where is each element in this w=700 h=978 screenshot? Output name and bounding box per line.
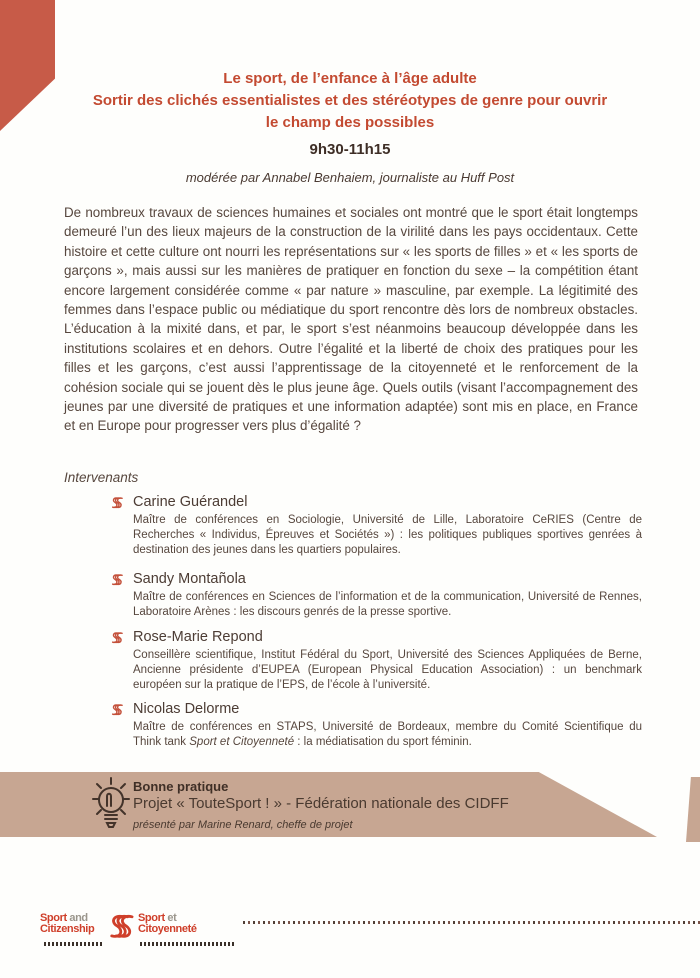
speaker-description: Maître de conférences en Sociologie, Université de Lille, Laboratoire CeRIES (Centre de Recherches « Individus, Épreuves et Sociétés ») : les politiques publiques sportives genrées à destination des jeunes dans les quartiers populaires. [133,514,642,556]
session-description: De nombreux travaux de sciences humaines et sociales ont montré que le sport était longtemps demeuré l’un des lieux majeurs de la construction de la virilité dans les pays occidentaux. Cette histoire et cette culture ont nourri les représentations sur « les sports de filles » et « les sports de garçons », mais aussi sur les manières de pratiquer en fonction du sexe – la compétition étant encore largement considérée comme « par nature » masculine, par exemple. La légitimité des femmes dans l’espace public ou médiatique du sport rencontre dès lors de nombreux obstacles. L’éducation à la mixité dans, et par, le sport s’est néanmoins beaucoup développée dans les institutions scolaires et en dehors. Outre l’égalité et la liberté de choix des pratiques pour les filles et les garçons, c’est aussi l’apprentissage de la citoyenneté et le renforcement de la cohésion sociale qui se jouent dès le plus jeune âge. Quels outils (visant l’accompagnement des jeunes par une diversité de pratiques et une information adaptée) sont mis en place, en France et en Europe pour progresser vers plus d’égalité ? [64,205,638,434]
swirl-bullet-icon [110,573,123,587]
session-moderator: modérée par Annabel Benhaiem, journaliste au Huff Post [185,170,515,185]
bonne-pratique-presenter: présenté par Marine Renard, cheffe de projet [133,819,353,831]
speaker-item [110,629,642,693]
session-title-line3: le champ des possibles [265,114,435,131]
swirl-bullet-icon [110,703,123,717]
corner-accent-shape [0,0,55,131]
speaker-item [110,494,642,558]
speaker-description: Maître de conférences en Sciences de l’information et de la communication, Université de Rennes, Laboratoire Arènes : les discours genrés de la presse sportive. [133,591,642,618]
speaker-description-italic: Sport et Citoyenneté [189,736,295,748]
banner-edge-shape [686,777,700,842]
speaker-item [110,571,642,620]
bonne-pratique-label: Bonne pratique [133,779,229,794]
speaker-description: Conseillère scientifique, Institut Fédéral du Sport, Université des Sciences Appliquées de Berne, Ancienne présidente d’EUPEA (European Physical Education Association) : un benchmark européen sur la pratique de l’EPS, de l’école à l’université. [133,649,642,691]
logo-tagline-micro-text [140,942,236,946]
sport-citoyennete-swirl-logo-icon [106,910,134,944]
speaker-description-prefix: Maître de conférences en STAPS, Université de Bordeaux, membre du Comité Scientifique du Think tank [133,721,642,748]
bonne-pratique-project: Projet « TouteSport ! » - Fédération nationale des CIDFF [133,795,509,812]
logo-word: Sport [138,912,165,924]
session-title-line2: Sortir des clichés essentialistes et des stéréotypes de genre pour ouvrir [92,92,608,109]
dotted-divider-line [243,921,700,924]
speaker-description [133,720,642,750]
swirl-bullet-icon [110,496,123,510]
lightbulb-icon [90,775,132,837]
logo-word: Sport [40,912,67,924]
logo-tagline-micro-text [44,942,102,946]
intervenants-heading: Intervenants [64,470,139,485]
speaker-description-suffix: : la médiatisation du sport féminin. [294,736,472,748]
logo-word: Citizenship [40,923,95,935]
speaker-name: Rose-Marie Repond [133,629,263,645]
logo-accent-word: et [167,912,177,924]
swirl-bullet-icon [110,631,123,645]
sport-et-citoyennete-logo [138,913,248,935]
speaker-name: Carine Guérandel [133,494,248,510]
speaker-name: Nicolas Delorme [133,701,240,717]
speaker-item [110,701,642,750]
logo-accent-word: and [69,912,88,924]
sport-and-citizenship-logo [40,913,110,935]
session-title [70,68,630,134]
session-title-line1: Le sport, de l’enfance à l’âge adulte [223,70,477,87]
logo-word: Citoyenneté [138,923,197,935]
session-time: 9h30-11h15 [309,141,391,158]
speaker-name: Sandy Montañola [133,571,246,587]
